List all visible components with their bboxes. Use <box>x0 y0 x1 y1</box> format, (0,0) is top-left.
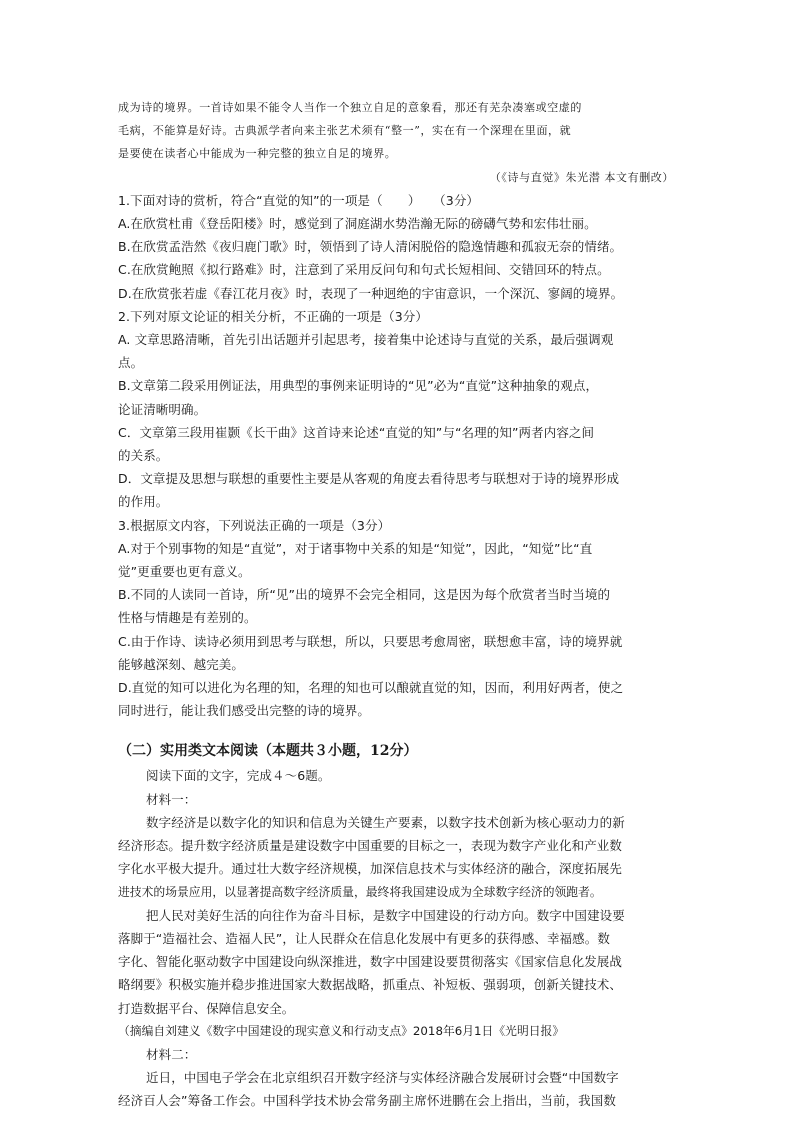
option-a-cont: 觉”更重要也更有意义。 <box>118 564 251 580</box>
option-d-cont: 的作用。 <box>118 494 169 510</box>
option-b: B.不同的人读同一首诗，所“见”出的境界不会完全相同，这是因为每个欣赏者当时当境的 <box>118 587 611 603</box>
material-1-paragraph-1 <box>118 811 680 904</box>
question-3 <box>118 514 680 723</box>
option-a: A. 文章思路清晰，首先引出话题并引起思考，接着集中论述诗与直觉的关系，最后强调观 <box>118 332 614 348</box>
option-d: D.在欣赏张若虚《春江花月夜》时，表现了一种迥绝的宇宙意识，一个深沉、寥阔的境界。 <box>118 285 624 301</box>
option-c: C.在欣赏鲍照《拟行路难》时，注意到了采用反问句和句式长短相间、交错回环的特点。 <box>118 262 610 278</box>
option-d: D.直觉的知可以进化为名理的知，名理的知也可以酿就直觉的知，因而，利用好两者，使之 <box>118 680 624 696</box>
text-line: 略纲要》积极实施并稳步推进国家大数据战略，抓重点、补短板、强弱项，创新关键技术、 <box>118 977 623 993</box>
document-page <box>118 96 680 1113</box>
option-a: A.对于个别事物的知是“直觉”，对于诸事物中关系的知是“知觉”，因此，“知觉”比“直 <box>118 540 593 556</box>
option-a: A.在欣赏杜甫《登岳阳楼》时，感觉到了洞庭湖水势浩瀚无际的磅礴气势和宏伟壮丽。 <box>118 216 597 232</box>
material-1-label: 材料一： <box>146 791 197 807</box>
question-stem: 3.根据原文内容，下列说法正确的一项是（3分） <box>118 517 391 533</box>
text-line: 字化水平极大提升。通过壮大数字经济规模，加深信息技术与实体经济的融合，深度拓展先 <box>118 861 623 877</box>
reading-instruction: 阅读下面的文字，完成４～6题。 <box>146 768 331 784</box>
text-line: 打造数据平台、保障信息安全。 <box>118 1000 295 1016</box>
text-line: 毛病，不能算是好诗。古典派学者向来主张艺术须有“整一”，实在有一个深理在里面，就 <box>118 124 572 138</box>
question-stem: 2.下列对原文论证的相关分析，不正确的一项是（3分） <box>118 308 428 324</box>
option-c: C．文章第三段用崔颢《长干曲》这首诗来论述“直觉的知”与“名理的知”两者内容之间 <box>118 424 595 440</box>
option-c-cont: 的关系。 <box>118 448 169 464</box>
text-line: 是要使在读者心中能成为一种完整的独立自足的境界。 <box>118 147 397 161</box>
material-1-paragraph-2 <box>118 904 680 1020</box>
text-line: 数字经济是以数字化的知识和信息为关键生产要素，以数字技术创新为核心驱动力的新 <box>146 814 625 830</box>
source-citation-2: （摘编自刘建义《数字中国建设的现实意义和行动支点》2018年6月1日《光明日报》 <box>118 1023 565 1038</box>
text-line: 近日，中国电子学会在北京组织召开数字经济与实体经济融合发展研讨会暨“中国数字 <box>146 1070 619 1086</box>
text-line: 经济百人会”筹备工作会。中国科学技术协会常务副主席怀进鹏在会上指出，当前，我国数 <box>118 1093 616 1109</box>
option-d: D．文章提及思想与联想的重要性主要是从客观的角度去看待思考与联想对于诗的境界形成 <box>118 471 620 487</box>
poem-tail-paragraph <box>118 96 680 166</box>
option-b-cont: 性格与情趣是有差别的。 <box>118 610 257 626</box>
material-2-label: 材料二： <box>146 1046 197 1062</box>
question-stem: 1.下面对诗的赏析，符合“直觉的知”的一项是（ ） （3分） <box>118 192 480 208</box>
option-a-cont: 点。 <box>118 355 144 371</box>
text-line: 进技术的场景应用，以显著提高数字经济质量，最终将我国建设成为全球数字经济的领跑者。 <box>118 884 602 899</box>
text-line: 把人民对美好生活的向往作为奋斗目标，是数字中国建设的行动方向。数字中国建设要 <box>146 907 625 923</box>
option-c: C.由于作诗、读诗必须用到思考与联想，所以，只要思考愈周密，联想愈丰富，诗的境界就 <box>118 633 623 649</box>
source-citation-1: （《诗与直觉》朱光潜 本文有删改） <box>489 170 674 184</box>
option-b: B.文章第二段采用例证法，用典型的事例来证明诗的“见”必为“直觉”这种抽象的观点， <box>118 378 599 394</box>
material-2-paragraph-1 <box>118 1066 680 1112</box>
text-line: 经济形态。提升数字经济质量是建设数字中国重要的目标之一，表现为数字产业化和产业数 <box>118 838 623 854</box>
question-2 <box>118 305 680 514</box>
text-line: 落脚于“造福社会、造福人民”，让人民群众在信息化发展中有更多的获得感、幸福感。数 <box>118 930 610 946</box>
text-line: 成为诗的境界。一首诗如果不能令人当作一个独立自足的意象看，那还有芜杂凑塞或空虚的 <box>118 101 582 114</box>
section-heading: （二）实用类文本阅读（本题共３小题，12分） <box>118 743 418 760</box>
option-b: B.在欣赏孟浩然《夜归鹿门歌》时，领悟到了诗人清闲脱俗的隐逸情趣和孤寂无奈的情绪。 <box>118 239 623 255</box>
option-b-cont: 论证清晰明确。 <box>118 401 207 417</box>
option-d-cont: 同时进行，能让我们感受出完整的诗的境界。 <box>118 703 371 719</box>
question-1 <box>118 189 680 305</box>
text-line: 字化、智能化驱动数字中国建设向纵深推进，数字中国建设要贯彻落实《国家信息化发展战 <box>118 954 623 970</box>
option-c-cont: 能够越深刻、越完美。 <box>118 656 245 672</box>
